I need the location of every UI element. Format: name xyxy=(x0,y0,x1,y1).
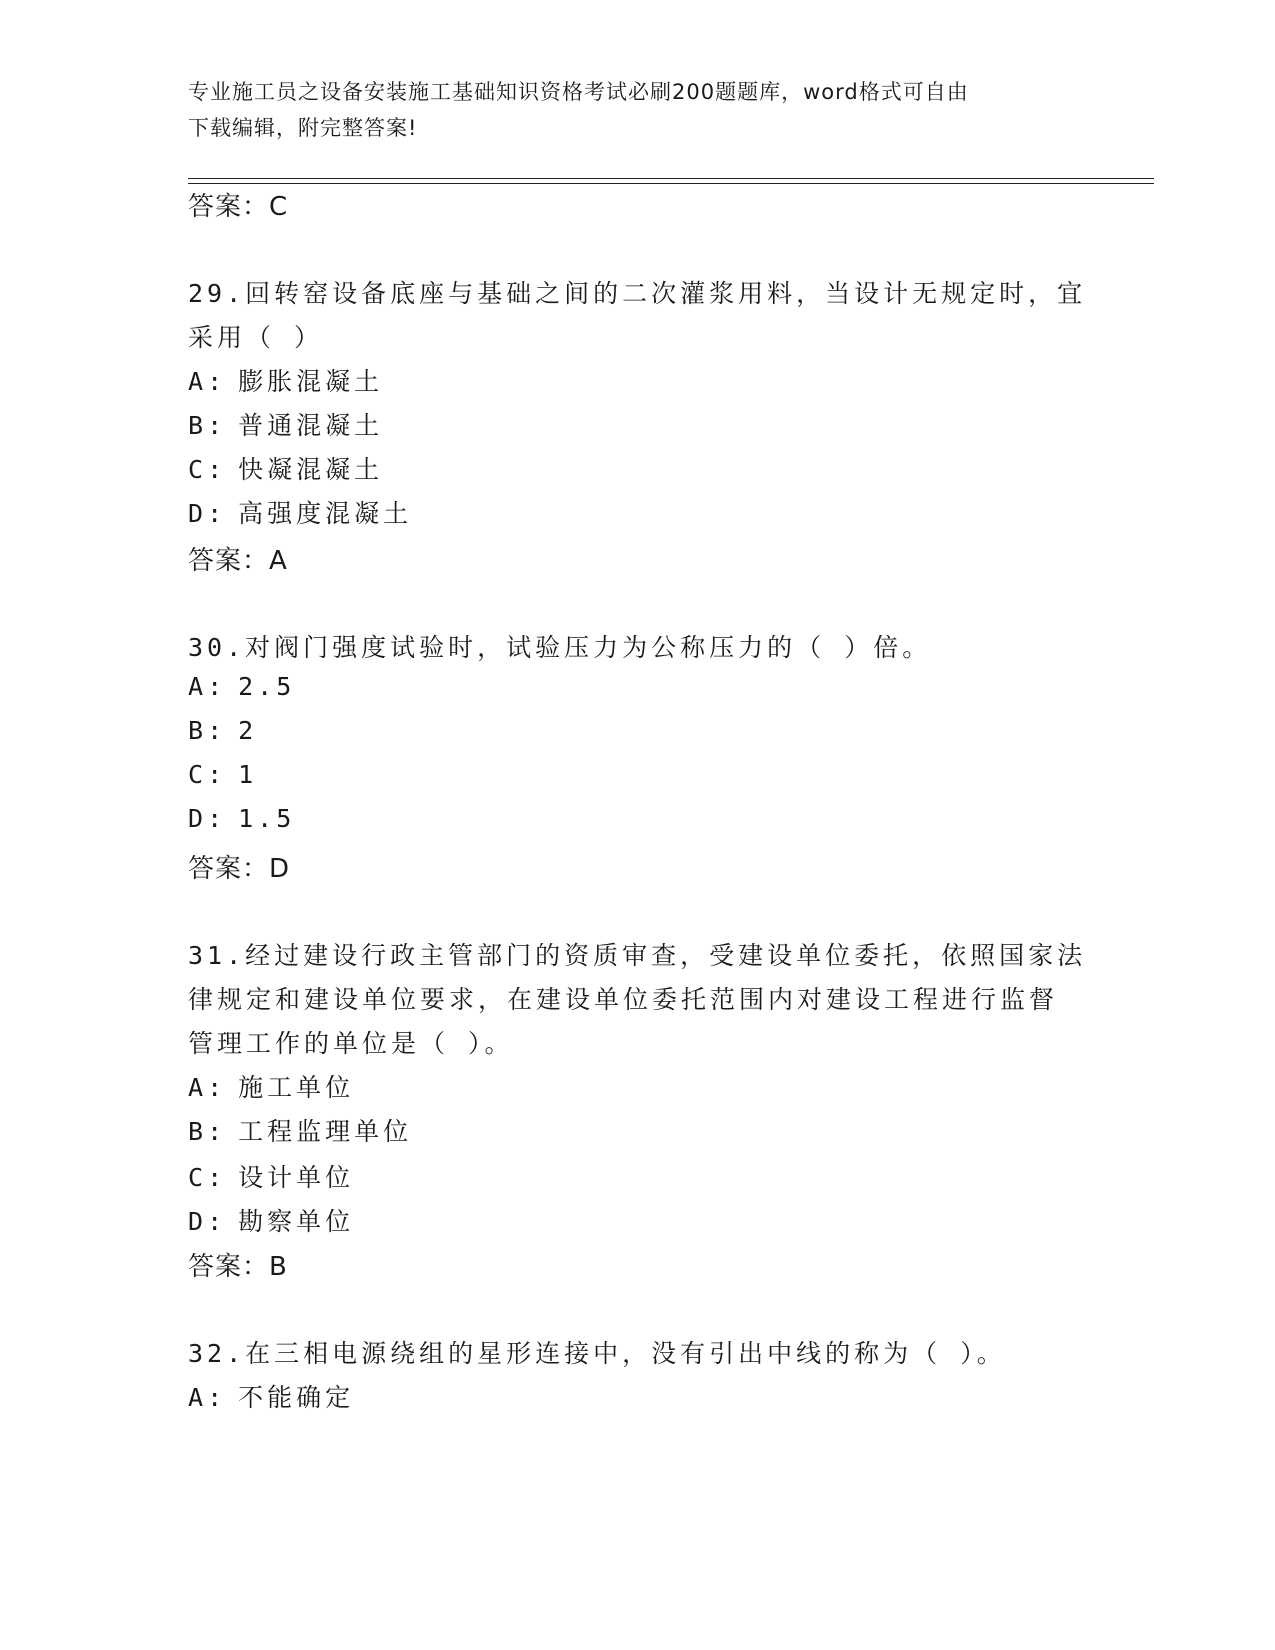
option-text: 不能确定 xyxy=(238,1383,355,1412)
question-text-line: 31.经过建设行政主管部门的资质审查，受建设单位委托，依照国家法 xyxy=(188,941,1087,970)
option-b xyxy=(188,1112,412,1148)
question-text-line: 管理工作的单位是（ ）。 xyxy=(188,1029,514,1058)
option-separator: : xyxy=(207,1383,227,1412)
option-separator: : xyxy=(207,716,227,745)
option-letter: C xyxy=(188,760,208,789)
answer: 答案：D xyxy=(188,854,291,884)
header-divider-bottom xyxy=(188,183,1154,184)
option-d xyxy=(188,804,295,833)
option-text: 膨胀混凝土 xyxy=(238,367,384,396)
option-letter: D xyxy=(188,1207,208,1236)
header-line-2: 下载编辑，附完整答案! xyxy=(188,116,418,140)
option-separator: : xyxy=(207,411,227,440)
answer: 答案：A xyxy=(188,546,288,576)
option-a xyxy=(188,1068,354,1104)
option-a xyxy=(188,672,295,701)
option-letter: D xyxy=(188,804,208,833)
option-letter: A xyxy=(188,1383,208,1412)
option-letter: A xyxy=(188,672,208,701)
question-text-line: 29.回转窑设备底座与基础之间的二次灌浆用料，当设计无规定时，宜 xyxy=(188,279,1087,308)
option-letter: B xyxy=(188,411,208,440)
option-separator: : xyxy=(207,499,227,528)
option-text: 1 xyxy=(238,760,258,789)
option-letter: C xyxy=(188,1163,208,1192)
option-text: 快凝混凝土 xyxy=(238,455,384,484)
answer: 答案：B xyxy=(188,1252,288,1282)
option-separator: : xyxy=(207,1117,227,1146)
option-separator: : xyxy=(207,455,227,484)
prev-answer: 答案：C xyxy=(188,192,289,222)
option-text: 设计单位 xyxy=(238,1163,355,1192)
option-d xyxy=(188,1202,354,1238)
option-c xyxy=(188,760,257,789)
option-letter: A xyxy=(188,367,208,396)
option-separator: : xyxy=(207,1073,227,1102)
option-text: 1.5 xyxy=(238,804,296,833)
option-letter: A xyxy=(188,1073,208,1102)
option-separator: : xyxy=(207,1163,227,1192)
option-separator: : xyxy=(207,804,227,833)
option-c xyxy=(188,1158,354,1194)
option-separator: : xyxy=(207,672,227,701)
question-text-line: 律规定和建设单位要求，在建设单位委托范围内对建设工程进行监督 xyxy=(188,985,1059,1014)
option-a xyxy=(188,362,383,398)
header-line-1: 专业施工员之设备安装施工基础知识资格考试必刷200题题库，word格式可自由 xyxy=(188,80,969,104)
option-text: 施工单位 xyxy=(238,1073,355,1102)
option-letter: B xyxy=(188,1117,208,1146)
option-c xyxy=(188,450,383,486)
option-text: 2.5 xyxy=(238,672,296,701)
document-header xyxy=(188,74,1068,146)
question-text-line: 32.在三相电源绕组的星形连接中，没有引出中线的称为（ ）。 xyxy=(188,1339,1006,1368)
option-text: 2 xyxy=(238,716,258,745)
option-d xyxy=(188,494,412,530)
question-text-line: 采用（ ） xyxy=(188,323,324,352)
option-text: 工程监理单位 xyxy=(238,1117,413,1146)
option-text: 高强度混凝土 xyxy=(238,499,413,528)
option-b xyxy=(188,716,257,745)
option-text: 普通混凝土 xyxy=(238,411,384,440)
question-text-line: 30.对阀门强度试验时，试验压力为公称压力的（ ）倍。 xyxy=(188,633,932,662)
option-separator: : xyxy=(207,367,227,396)
option-separator: : xyxy=(207,760,227,789)
option-letter: B xyxy=(188,716,208,745)
header-divider-top xyxy=(188,178,1154,179)
option-b xyxy=(188,406,383,442)
option-letter: D xyxy=(188,499,208,528)
option-text: 勘察单位 xyxy=(238,1207,355,1236)
option-separator: : xyxy=(207,1207,227,1236)
option-a xyxy=(188,1378,354,1414)
option-letter: C xyxy=(188,455,208,484)
